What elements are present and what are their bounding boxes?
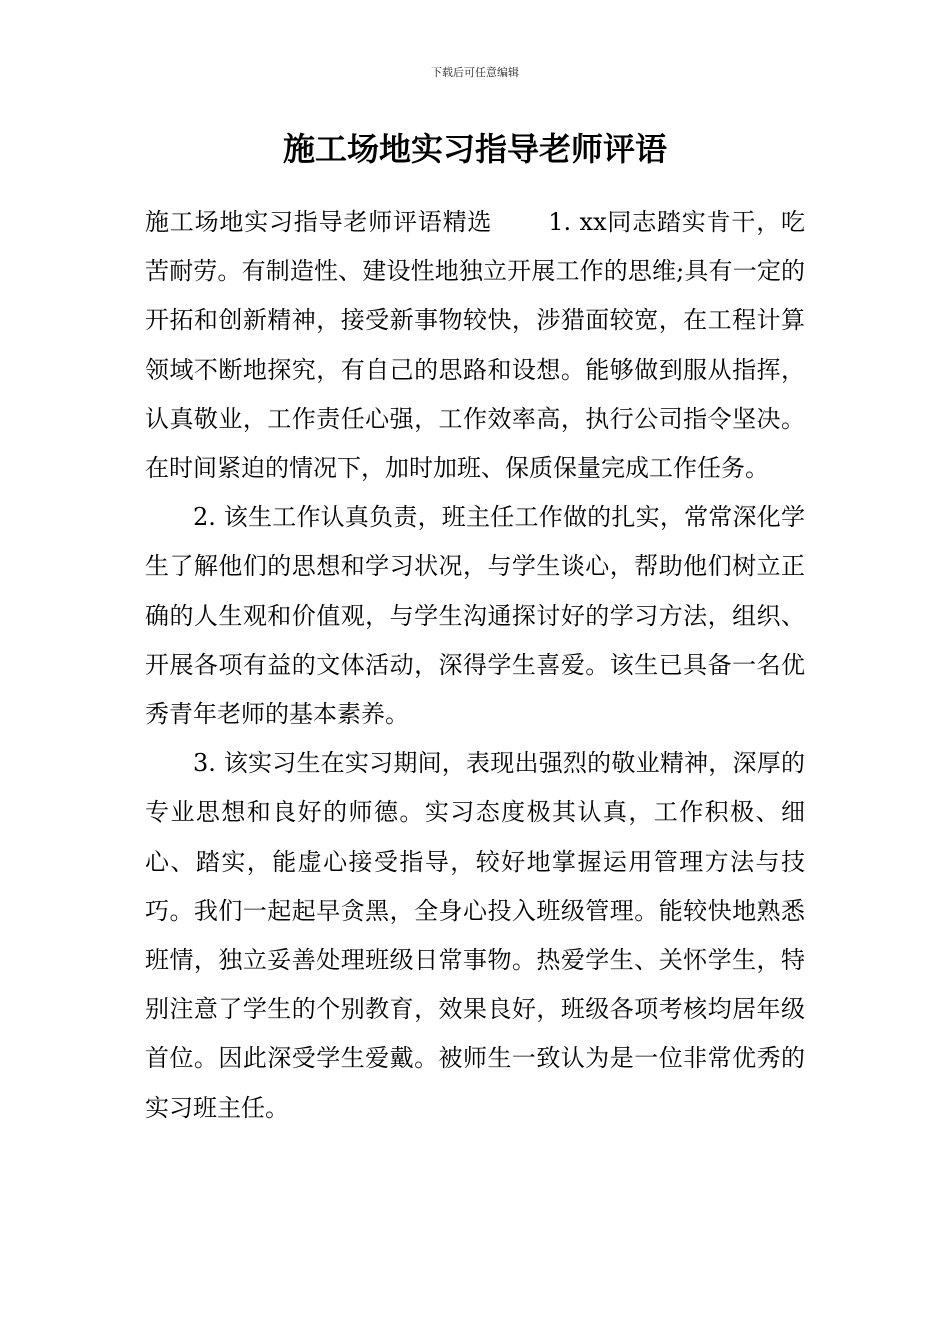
document-title: 施工场地实习指导老师评语 (282, 130, 667, 168)
paragraph-1-text: 1. xx同志踏实肯干，吃苦耐劳。有制造性、建设性地独立开展工作的思维;具有一定的开拓和创新精神，接受新事物较快，涉猎面较宽，在工程计算领域不断地探究，有自己的思路和设想。能够做到服从指挥，认真敬业，工作责任心强，工作效率高，执行公司指令坚决。在时间紧迫的情况下，加时加班、保质保量完成工作任务。 (145, 208, 805, 483)
document-body (145, 198, 805, 1133)
page-header-note: 下载后可任意编辑 (431, 66, 519, 79)
intro-label: 施工场地实习指导老师评语精选 (145, 208, 493, 236)
paragraph-3: 3. 该实习生在实习期间，表现出强烈的敬业精神，深厚的专业思想和良好的师德。实习态度极其认真，工作积极、细心、踏实，能虚心接受指导，较好地掌握运用管理方法与技巧。我们一起起早贪黑，全身心投入班级管理。能较快地熟悉班情，独立妥善处理班级日常事物。热爱学生、关怀学生，特别注意了学生的个别教育，效果良好，班级各项考核均居年级首位。因此深受学生爱戴。被师生一致认为是一位非常优秀的实习班主任。 (145, 749, 805, 1122)
paragraph-1 (145, 198, 805, 493)
paragraph-2: 2. 该生工作认真负责，班主任工作做的扎实，常常深化学生了解他们的思想和学习状况，与学生谈心，帮助他们树立正确的人生观和价值观，与学生沟通探讨好的学习方法，组织、开展各项有益的文体活动，深得学生喜爱。该生已具备一名优秀青年老师的基本素养。 (145, 503, 805, 729)
